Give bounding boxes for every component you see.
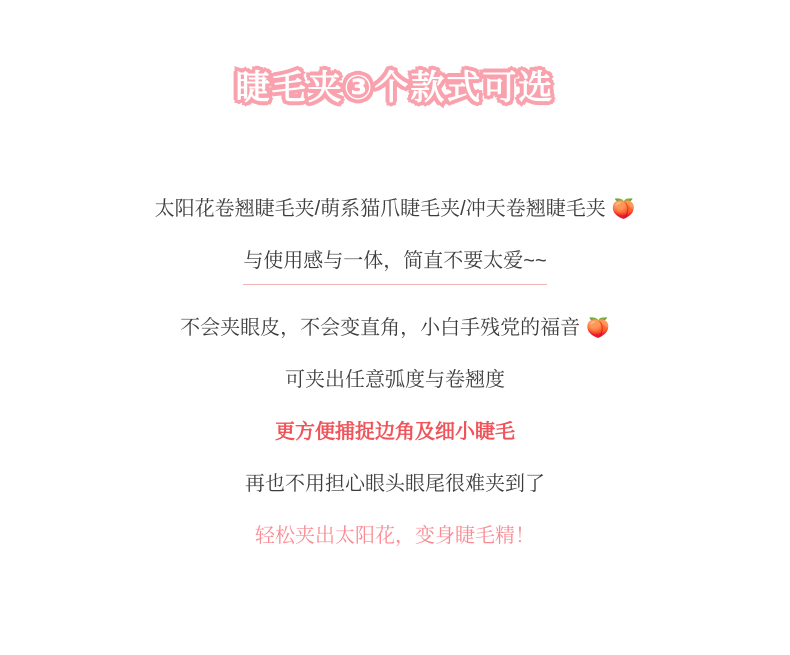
body-line-1-text: 太阳花卷翘睫毛夹/萌系猫爪睫毛夹/冲天卷翘睫毛夹 xyxy=(154,198,606,220)
body-line-7-text: 轻松夹出太阳花，变身睫毛精！ xyxy=(255,525,535,547)
body-line-3 xyxy=(0,315,790,342)
peach-icon: 🍑 xyxy=(611,198,636,220)
page-title: 睫毛夹③个款式可选 xyxy=(235,69,555,107)
body-line-5-text: 更方便捕捉边角及细小睫毛 xyxy=(275,421,515,443)
body-line-2-text: 与使用感与一体，简直不要太爱~~ xyxy=(243,248,546,285)
body-line-6 xyxy=(0,471,790,498)
body-line-5 xyxy=(0,419,790,446)
body-line-1 xyxy=(0,196,790,223)
peach-icon: 🍑 xyxy=(586,317,610,339)
body-line-7 xyxy=(0,523,790,550)
body-text-block xyxy=(0,196,790,575)
body-line-6-text: 再也不用担心眼头眼尾很难夹到了 xyxy=(245,473,545,495)
body-line-4 xyxy=(0,367,790,394)
body-line-4-text: 可夹出任意弧度与卷翘度 xyxy=(285,369,505,391)
page-title-block xyxy=(0,60,790,109)
body-line-3-text: 不会夹眼皮，不会变直角，小白手残党的福音 xyxy=(180,317,581,339)
body-line-2 xyxy=(0,248,790,285)
